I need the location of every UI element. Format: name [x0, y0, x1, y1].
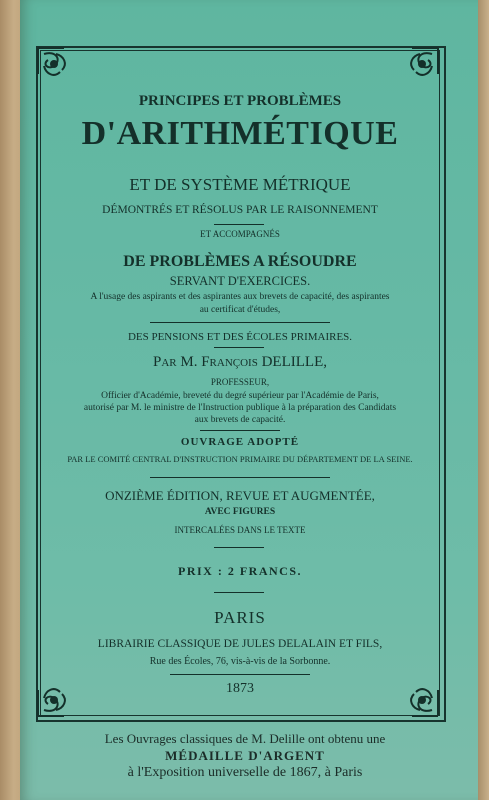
divider-rule [150, 477, 330, 478]
cover-edge [478, 0, 489, 800]
author-bio-line-1: Officier d'Académie, breveté du degré supérieur par l'Académie de Paris, [101, 391, 379, 401]
footer-exposition: à l'Exposition universelle de 1867, à Paris [127, 765, 363, 780]
publisher-address: Rue des Écoles, 76, vis-à-vis de la Sorbonne. [149, 656, 331, 667]
adoption-text: PAR LE COMITÉ CENTRAL D'INSTRUCTION PRIMAIRE DU DÉPARTEMENT DE LA SEINE. [67, 454, 413, 464]
corner-ornament-icon [34, 44, 88, 98]
publisher-city: PARIS [214, 608, 266, 627]
footer-medal: MÉDAILLE D'ARGENT [165, 748, 325, 763]
usage-line-1: A l'usage des aspirants et des aspirantes aux brevets de capacité, des aspirantes [90, 292, 390, 302]
divider-rule [214, 224, 264, 225]
divider-rule [214, 592, 264, 593]
subtitle-demontres: DÉMONTRÉS ET RÉSOLUS PAR LE RAISONNEMENT [102, 204, 378, 216]
edition-line: ONZIÈME ÉDITION, REVUE ET AUGMENTÉE, [105, 488, 375, 503]
divider-rule [150, 322, 330, 323]
subtitle-exercices: SERVANT D'EXERCICES. [169, 274, 311, 288]
usage-line-2: au certificat d'études, [199, 305, 281, 315]
divider-rule [170, 674, 310, 675]
title-line-principes: PRINCIPES ET PROBLÈMES [138, 93, 342, 109]
corner-ornament-icon [388, 44, 442, 98]
divider-rule [214, 547, 264, 548]
edition-intercalees: INTERCALÉES DANS LE TEXTE [174, 525, 306, 535]
title-line-systeme: ET DE SYSTÈME MÉTRIQUE [129, 175, 351, 194]
edition-figures: AVEC FIGURES [204, 507, 276, 517]
author-name: Par M. François DELILLE, [153, 354, 327, 370]
author-bio-line-3: aux brevets de capacité. [194, 415, 286, 425]
main-title: D'ARITHMÉTIQUE [81, 115, 399, 152]
divider-rule [214, 347, 264, 348]
usage-line-pensions: DES PENSIONS ET DES ÉCOLES PRIMAIRES. [127, 331, 353, 343]
price: PRIX : 2 FRANCS. [178, 564, 302, 578]
footer-line-1: Les Ouvrages classiques de M. Delille ont obtenu une [104, 731, 386, 746]
subtitle-accompagnes: ET ACCOMPAGNÉS [200, 229, 280, 239]
title-line-problemes: DE PROBLÈMES A RÉSOUDRE [123, 253, 357, 270]
publication-year: 1873 [226, 681, 254, 696]
divider-rule [200, 430, 280, 431]
author-bio-line-2: autorisé par M. le ministre de l'Instruction publique à la préparation des Candidats [83, 403, 397, 413]
author-role: PROFESSEUR, [210, 377, 270, 387]
adoption-heading: OUVRAGE ADOPTÉ [180, 436, 300, 448]
publisher-house: LIBRAIRIE CLASSIQUE DE JULES DELALAIN ET FILS, [97, 638, 383, 650]
